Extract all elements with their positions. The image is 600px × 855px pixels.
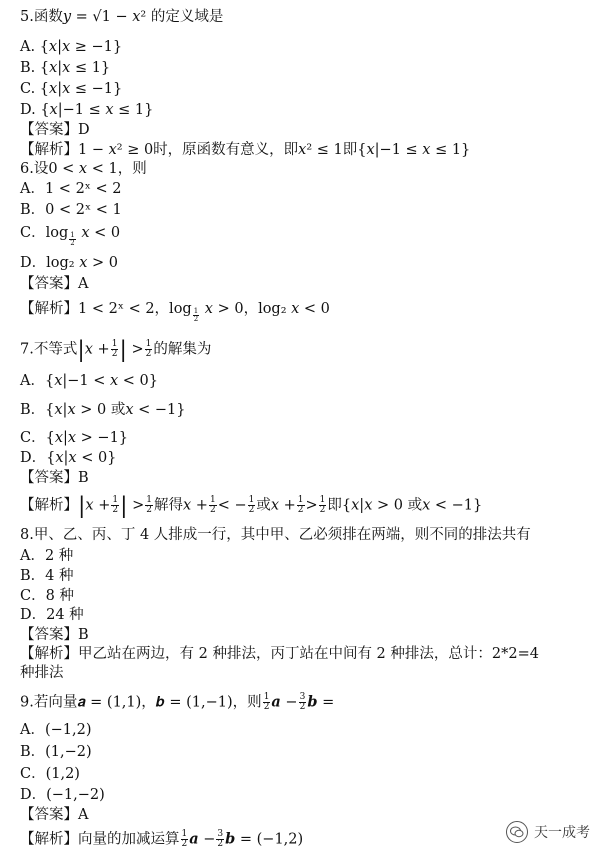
q5-option-b: B. {𝑥|𝑥 ≤ 1} [20, 60, 111, 76]
q9-option-c: C．(1,2) [20, 766, 80, 782]
q6-answer: 【答案】A [20, 276, 89, 292]
q7-analysis-end: 即{𝑥|𝑥 > 0 或𝑥 < −1} [327, 497, 483, 514]
fraction-numerator: 3 [299, 692, 306, 702]
q7-stem: 7.不等式|𝑥 + $\frac{1}{2}$ | > $\frac{1}{2}$ 的解集为 [20, 337, 212, 363]
fraction-denominator: 2 [263, 702, 270, 712]
fraction-half [111, 340, 119, 359]
q9-answer: 【答案】A [20, 807, 89, 823]
q8-option-d: D．24 种 [20, 607, 84, 623]
fraction-half [248, 496, 256, 515]
q8-answer: 【答案】B [20, 627, 89, 643]
watermark-text: 天一成考 [534, 825, 590, 841]
fraction-numerator: 1 [193, 307, 199, 315]
fraction-numerator: 1 [145, 339, 152, 349]
fraction-denominator: 2 [146, 505, 153, 515]
fraction-half [263, 693, 271, 712]
fraction-numerator: 1 [70, 231, 75, 239]
q5-option-c: C. {𝑥|𝑥 ≤ −1} [20, 81, 123, 97]
q7-analysis-mid3: 或𝑥 + [256, 497, 296, 514]
fraction-numerator: 1 [319, 495, 326, 505]
q7-analysis-mid1: 解得𝑥 + [154, 497, 208, 514]
q8-option-a: A．2 种 [20, 548, 74, 564]
fraction-three-halves [299, 693, 307, 712]
q5-answer: 【答案】D [20, 122, 90, 138]
q6-analysis [20, 300, 592, 323]
fraction-numerator: 1 [111, 339, 118, 349]
fraction-denominator: 2 [181, 839, 188, 849]
abs-bar-right: | [120, 493, 128, 519]
wechat-icon-glyph [510, 826, 524, 838]
fraction-half [209, 496, 217, 515]
fraction-denominator: 2 [209, 505, 216, 515]
fraction-numerator: 1 [146, 495, 153, 505]
q7-answer: 【答案】B [20, 470, 89, 486]
q8-analysis-cont: 种排法 [20, 665, 64, 681]
q8-option-c: C．8 种 [20, 588, 74, 604]
q6-c-prefix: C．log [20, 225, 69, 241]
q9-option-b: B．(1,−2) [20, 744, 92, 760]
q9-stem: 9.若向量𝒂 = (1,1)，𝒃 = (1,−1)，则 $\frac{1}{2}$ a − $\frac{3}{2}$ b = [20, 692, 335, 712]
q7-stem-prefix: 7.不等式 [20, 341, 78, 358]
q6-c-base-fraction [69, 232, 75, 247]
q7-option-c: C．{𝑥|𝑥 > −1} [20, 430, 129, 446]
fraction-denominator: 2 [297, 505, 304, 515]
q6-stem: 6.设0 < 𝑥 < 1，则 [20, 161, 147, 177]
fraction-denominator: 2 [193, 315, 199, 323]
q7-analysis: 【解析】|𝑥 + $\frac{1}{2}$ | > $\frac{1}{2}$ 解得𝑥 + $\frac{1}{2}$ < − $\frac{1}{2}$ 或𝑥 + $\frac{1}{2}$ > $\frac{1}{2}$ 即{𝑥|𝑥 > 0 或𝑥 < −1} [20, 493, 483, 519]
q7-option-b: B．{𝑥|𝑥 > 0 或𝑥 < −1} [20, 402, 186, 418]
fraction-numerator: 1 [297, 495, 304, 505]
fraction-numerator: 1 [181, 829, 188, 839]
q6-option-a: A．1 < 2ˣ < 2 [20, 181, 122, 197]
q7-option-d: D．{𝑥|𝑥 < 0} [20, 450, 117, 466]
fraction-denominator: 2 [111, 349, 118, 359]
q6-option-c [20, 224, 592, 247]
fraction-denominator: 2 [145, 349, 152, 359]
q6-option-d: D．log₂ 𝑥 > 0 [20, 255, 118, 271]
abs-bar-left: | [78, 493, 86, 519]
fraction-half [181, 830, 189, 849]
fraction-denominator: 2 [70, 239, 75, 247]
fraction-three-halves [216, 830, 224, 849]
fraction-denominator: 2 [248, 505, 255, 515]
fraction-denominator: 2 [299, 702, 306, 712]
abs-bar-left: | [77, 337, 85, 363]
q5-option-a: A. {𝑥|𝑥 ≥ −1} [20, 39, 123, 55]
q9-analysis: 【解析】向量的加减运算 $\frac{1}{2}$ a − $\frac{3}{2}$ b = (−1,2) [20, 829, 304, 849]
abs-bar-right: | [119, 337, 127, 363]
fraction-numerator: 3 [217, 829, 224, 839]
q6-analysis-part1: 【解析】1 < 2ˣ < 2，log [20, 301, 192, 317]
q7-analysis-mid2: < − [217, 497, 247, 514]
fraction-half [319, 496, 327, 515]
fraction-half [111, 496, 119, 515]
q8-option-b: B．4 种 [20, 568, 74, 584]
q6-analysis-base-fraction [193, 308, 199, 323]
wechat-icon [506, 821, 528, 843]
q7-analysis-prefix: 【解析】 [20, 497, 78, 514]
q7-analysis-mid4: > [305, 497, 318, 514]
q6-analysis-part2: 𝑥 > 0，log₂ 𝑥 < 0 [204, 301, 330, 317]
q9-analysis-suffix: = (−1,2) [239, 831, 304, 848]
q9-analysis-prefix: 【解析】向量的加减运算 [20, 831, 180, 848]
fraction-numerator: 1 [248, 495, 255, 505]
fraction-half [297, 496, 305, 515]
fraction-half [145, 496, 153, 515]
q8-analysis: 【解析】甲乙站在两边，有 2 种排法，丙丁站在中间有 2 种排法，总计：2*2=4 [20, 646, 539, 662]
fraction-half [145, 340, 153, 359]
fraction-denominator: 2 [319, 505, 326, 515]
fraction-denominator: 2 [112, 505, 119, 515]
q7-stem-suffix: 的解集为 [153, 341, 212, 358]
q7-option-a: A．{𝑥|−1 < 𝑥 < 0} [20, 373, 158, 389]
q6-c-suffix: 𝑥 < 0 [81, 225, 121, 241]
fraction-numerator: 1 [112, 495, 119, 505]
q5-analysis: 【解析】1 − 𝑥² ≥ 0时，原函数有意义，即𝑥² ≤ 1即{𝑥|−1 ≤ 𝑥 ≤ 1} [20, 142, 471, 158]
fraction-denominator: 2 [217, 839, 224, 849]
fraction-numerator: 1 [209, 495, 216, 505]
q9-stem-prefix: 9.若向量𝒂 = (1,1)，𝒃 = (1,−1)，则 [20, 694, 262, 711]
q8-stem: 8.甲、乙、丙、丁 4 人排成一行，其中甲、乙必须排在两端，则不同的排法共有 [20, 527, 531, 543]
q6-option-b: B．0 < 2ˣ < 1 [20, 202, 122, 218]
watermark [506, 821, 590, 843]
q5-option-d: D. {𝑥|−1 ≤ 𝑥 ≤ 1} [20, 102, 154, 118]
q9-option-a: A．(−1,2) [20, 722, 92, 738]
q5-stem: 5.函数𝑦 = √1 − 𝑥² 的定义域是 [20, 9, 224, 25]
q9-option-d: D．(−1,−2) [20, 787, 105, 803]
fraction-numerator: 1 [263, 692, 270, 702]
